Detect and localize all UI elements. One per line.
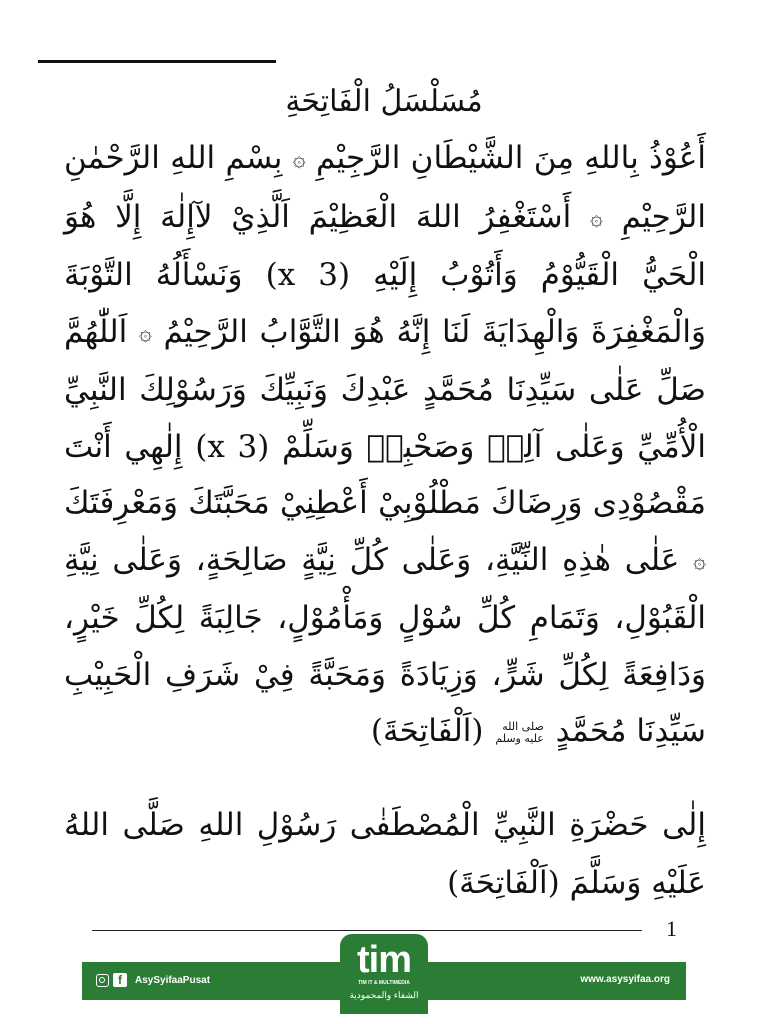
fatihah-label: (اَلْفَاتِحَةَ) [370, 713, 484, 749]
logo-subtitle: TIM IT & MULTIMEDIA [358, 980, 410, 986]
salallahu-alaihi-wasallam-glyph [495, 721, 543, 745]
instagram-icon[interactable] [96, 974, 109, 987]
saw-bottom: عليه وسلم [495, 731, 544, 745]
closing-paragraph [64, 796, 706, 912]
social-links [96, 973, 210, 987]
website-link[interactable]: www.asysyifaa.org [580, 974, 670, 985]
social-handle[interactable]: AsySyifaaPusat [135, 974, 211, 986]
ornament-icon: ۞ [138, 320, 152, 346]
ornament-icon: ۞ [590, 205, 603, 231]
tim-logo [340, 934, 428, 1014]
taubah-text: وَنَسْأَلُهُ التَّوْبَةَ وَالْمَغْفِرَةَ وَالْهِدَايَةَ لَنَا إِنَّهُ هُوَ التَّوَّابُ الرَّحِيْمُ [64, 257, 706, 350]
facebook-icon[interactable]: f [113, 973, 127, 987]
niyyah-text: عَلٰى هٰذِهِ النِّيَّةِ، وَعَلٰى كُلِّ نِيَّةٍ صَالِحَةٍ، وَعَلٰى نِيَّةِ الْقَبُوْلِ، وَتَمَامِ كُلِّ سُوْلٍ وَمَأْمُوْلٍ، جَالِبَةً لِكُلِّ خَيْرٍ، وَدَافِعَةً لِكُلِّ شَرٍّ، وَزِيَادَةً وَمَحَبَّةً فِيْ شَرَفِ الْحَبِيْبِ سَيِّدِنَا مُحَمَّدٍ [64, 541, 706, 749]
ilahi-text: إِلٰهِي أَنْتَ مَقْصُوْدِى وَرِضَاكَ مَطْلُوْبِيْ أَعْطِنِيْ مَحَبَّتَكَ وَمَعْرِفَتَكَ [64, 428, 706, 521]
basmalah-text: بِسْمِ اللهِ الرَّحْمٰنِ الرَّحِيْمِ [64, 140, 706, 235]
closing-text: إِلٰى حَضْرَةِ النَّبِيِّ الْمُصْطَفٰى رَسُوْلِ اللهِ صَلَّى اللهُ عَلَيْهِ وَسَلَّمَ [64, 807, 706, 901]
top-divider [38, 60, 276, 63]
page-number: 1 [666, 916, 677, 941]
footer-divider [92, 930, 642, 931]
page-title: مُسَلْسَلُ الْفَاتِحَةِ [285, 84, 483, 119]
logo-arabic: الشفاء والمحمودية [349, 990, 419, 1000]
istighfar-text: أَسْتَغْفِرُ اللهَ الْعَظِيْمَ اَلَّذِيْ لآإِلٰهَ إِلَّا هُوَ الْحَيُّ الْقَيُّوْمُ وَأَتُوْبُ إِلَيْهِ (3 x) [64, 198, 707, 293]
doa-paragraph [64, 130, 706, 760]
salawat-text: اَللّٰهُمَّ صَلِّ عَلٰى سَيِّدِنَا مُحَمَّدٍ عَبْدِكَ وَنَبِيِّكَ وَرَسُوْلِكَ النَّبِيِّ الْأُمِّيِّ وَعَلٰى آلِهٖ وَصَحْبِهٖ وَسَلِّمْ (3 x) [64, 313, 706, 465]
closing-fatihah-label: (اَلْفَاتِحَةَ) [447, 865, 560, 901]
taawudz-text: أَعُوْذُ بِاللهِ مِنَ الشَّيْطَانِ الرَّجِيْمِ [316, 140, 706, 176]
saw-top: صلى الله [502, 719, 544, 733]
ornament-icon: ۞ [292, 147, 306, 172]
logo-text: tim [357, 939, 411, 981]
ornament-icon: ۞ [693, 548, 706, 574]
